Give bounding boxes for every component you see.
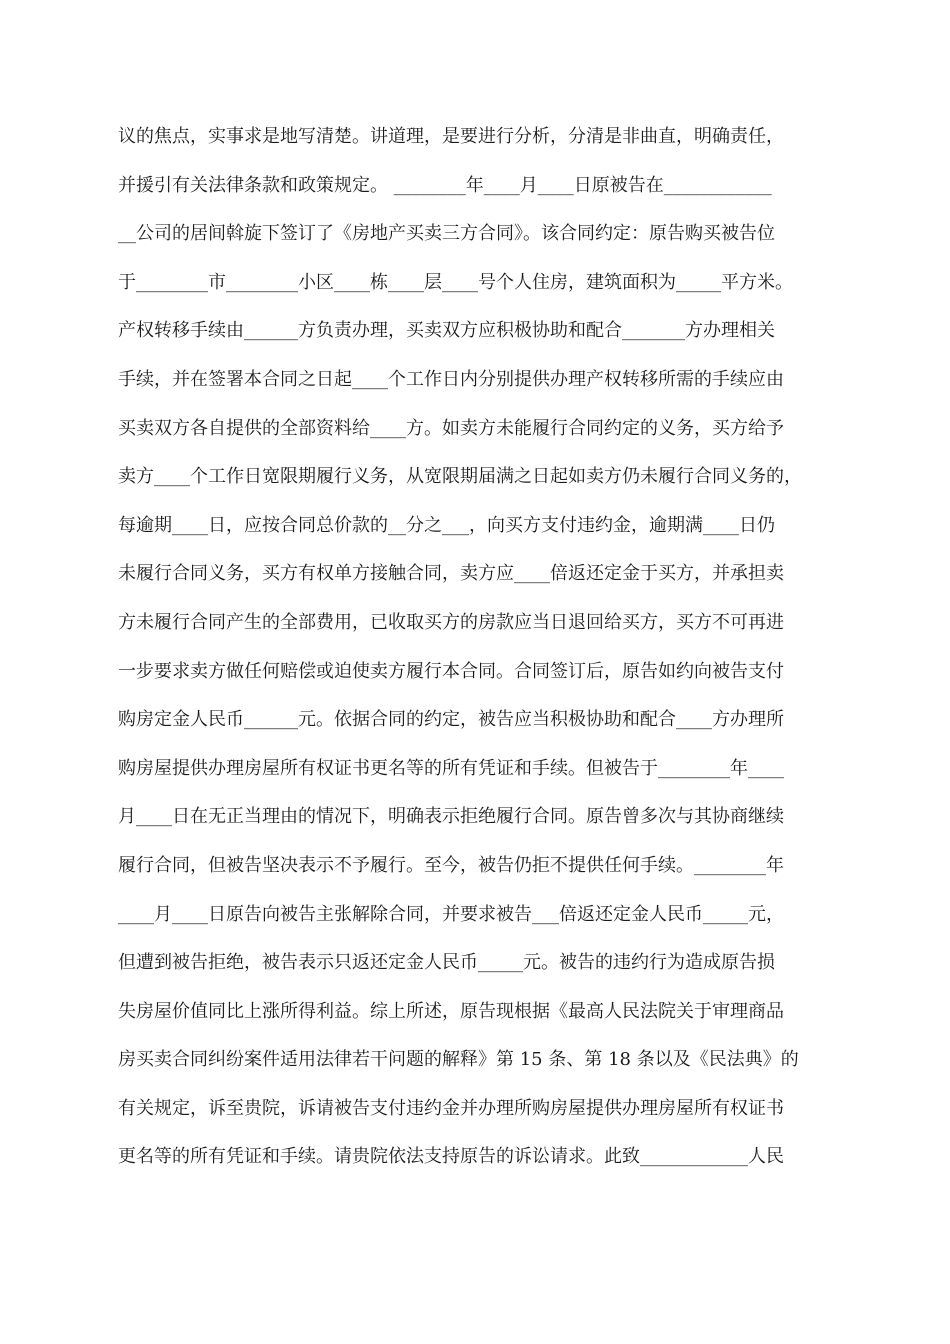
text-line: 购房屋提供办理房屋所有权证书更名等的所有凭证和手续。但被告于________年____ <box>118 757 784 779</box>
text-line: 一步要求卖方做任何赔偿或迫使卖方履行本合同。合同签订后，原告如约向被告支付 <box>118 660 784 682</box>
text-line: 未履行合同义务，买方有权单方接触合同，卖方应____倍返还定金于买方，并承担卖 <box>118 563 784 585</box>
text-line: 失房屋价值同比上涨所得利益。综上所述，原告现根据《最高人民法院关于审理商品 <box>118 1000 784 1022</box>
text-line: 议的焦点，实事求是地写清楚。讲道理，是要进行分析，分清是非曲直，明确责任， <box>118 126 784 147</box>
text-line: 履行合同，但被告坚决表示不予履行。至今，被告仍拒不提供任何手续。________年 <box>118 854 784 876</box>
text-line: ____月____日原告向被告主张解除合同，并要求被告___倍返还定金人民币_____元， <box>118 903 784 925</box>
text-line: 于________市________小区____栋____层____号个人住房，建筑面积为_____平方米。 <box>118 271 793 293</box>
text-line: 但遭到被告拒绝，被告表示只返还定金人民币_____元。被告的违约行为造成原告损 <box>118 952 775 974</box>
text-line: 产权转移手续由______方负责办理，买卖双方应积极协助和配合_______方办理相关 <box>118 320 775 342</box>
text-line: 买卖双方各自提供的全部资料给____方。如卖方未能履行合同约定的义务，买方给予 <box>118 417 784 439</box>
text-line: 每逾期____日，应按合同总价款的__分之___，向买方支付违约金，逾期满____日仍 <box>118 514 775 536</box>
text-line: 有关规定，诉至贵院，诉请被告支付违约金并办理所购房屋提供办理房屋所有权证书 <box>118 1097 784 1119</box>
text-line: 购房定金人民币______元。依据合同的约定，被告应当积极协助和配合____方办理所 <box>118 709 784 731</box>
text-line: 手续，并在签署本合同之日起____个工作日内分别提供办理产权转移所需的手续应由 <box>118 368 784 390</box>
text-line: 并援引有关法律条款和政策规定。 ________年____月____日原被告在____________ <box>118 174 772 196</box>
document-body-text <box>118 113 838 1182</box>
text-line: 卖方____个工作日宽限期履行义务，从宽限期届满之日起如卖方仍未履行合同义务的， <box>118 466 802 488</box>
text-line: 房买卖合同纠纷案件适用法律若干问题的解释》第 15 条、第 18 条以及《民法典》的 <box>118 1049 799 1071</box>
text-line: 月____日在无正当理由的情况下，明确表示拒绝履行合同。原告曾多次与其协商继续 <box>118 806 784 828</box>
text-line: __公司的居间斡旋下签订了《房地产买卖三方合同》。该合同约定：原告购买被告位 <box>118 223 775 245</box>
text-line: 更名等的所有凭证和手续。请贵院依法支持原告的诉讼请求。此致____________人民 <box>118 1146 784 1168</box>
text-line: 方未履行合同产生的全部费用，已收取买方的房款应当日退回给买方，买方不可再进 <box>118 611 784 633</box>
